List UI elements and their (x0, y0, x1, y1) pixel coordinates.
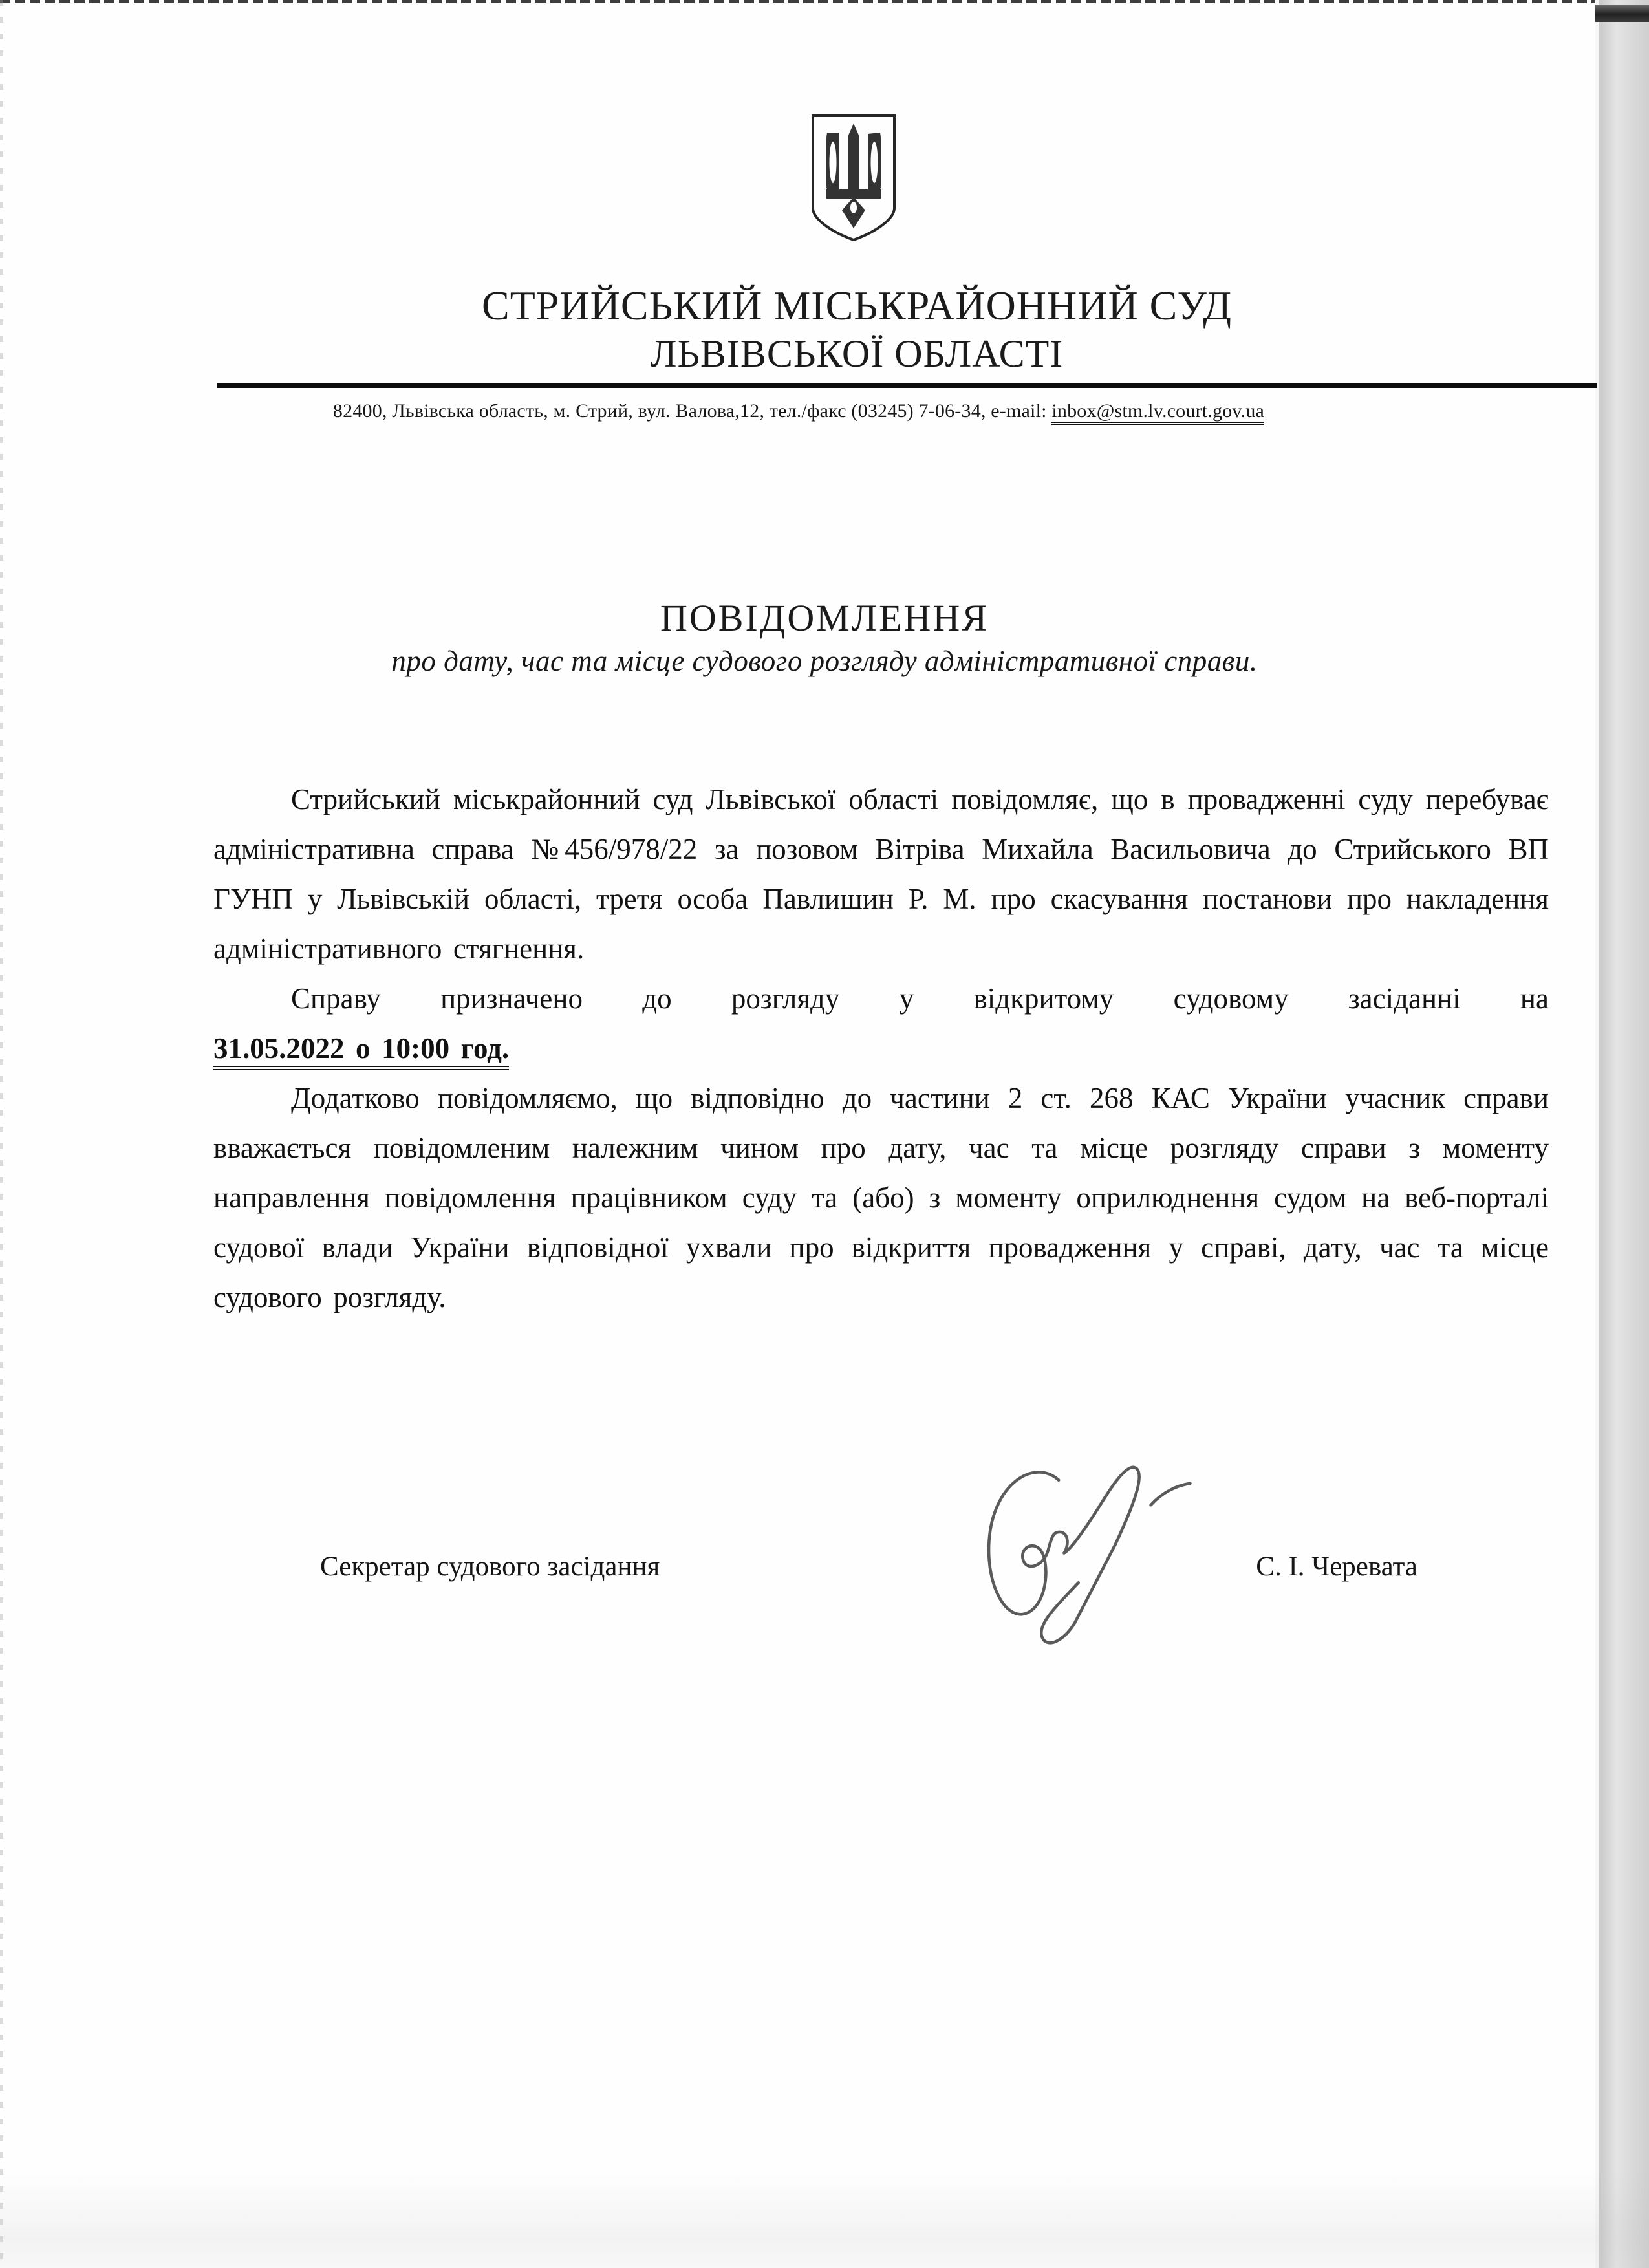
body-paragraph-case-info: Стрийський міськрайонний суд Львівської області повідомляє, що в провадженні суду перебуває адміністративна справа №456/978/22 за позовом Вітріва Михайла Васильовича до Стрийського ВП ГУНП у Львівській області, третя особа Павлишин Р. М. про скасування постанови про накладення адміністративного стягнення. (213, 783, 1549, 965)
scan-left-edge-artifact (0, 0, 3, 2268)
ukraine-trident-emblem-icon (808, 113, 899, 246)
notice-title: ПОВІДОМЛЕННЯ (660, 597, 989, 639)
court-address-line (149, 398, 1449, 424)
notice-body (213, 775, 1549, 1323)
signatory-role-label: Секретар судового засідання (320, 1551, 660, 1582)
court-name-line1: СТРИЙСЬКИЙ МІСЬКРАЙОННИЙ СУД (482, 283, 1232, 329)
signatory-name: С. І. Черевата (1256, 1551, 1417, 1582)
scan-right-band-artifact (1595, 0, 1649, 2268)
handwritten-signature (980, 1450, 1200, 1654)
body-paragraph-legal-notice: Додатково повідомляємо, що відповідно до частини 2 ст. 268 КАС України учасник справи вважається повідомленим належним чином про дату, час та місце розгляду справи з моменту направлення повідомлення працівником суду та (або) з моменту оприлюднення судом на веб-порталі судової влади України відповідної ухвали про відкриття провадження у справі, дату, час та місце судового розгляду. (213, 1082, 1549, 1313)
body-paragraph-hearing (213, 974, 1549, 1074)
court-address-text: 82400, Львівська область, м. Стрий, вул. Валова,12, тел./факс (03245) 7-06-34, e-mail: (332, 400, 1052, 422)
header-divider-rule (217, 383, 1597, 388)
hearing-date: 31.05.2022 о 10:00 год. (213, 1032, 509, 1070)
scan-bottom-noise-artifact (0, 2171, 1649, 2268)
notice-subtitle: про дату, час та місце судового розгляду адміністративної справи. (391, 645, 1258, 677)
court-email: inbox@stm.lv.court.gov.ua (1051, 400, 1264, 425)
signature-row (213, 1551, 1417, 1582)
scan-top-edge-artifact (0, 0, 1649, 3)
court-name-header (129, 282, 1584, 378)
court-name-line2: ЛЬВІВСЬКОЇ ОБЛАСТІ (650, 332, 1064, 375)
scan-right-band-cap-artifact (1595, 5, 1649, 22)
hearing-lead-text: Справу призначено до розгляду у відкритому судовому засіданні на (291, 982, 1549, 1015)
